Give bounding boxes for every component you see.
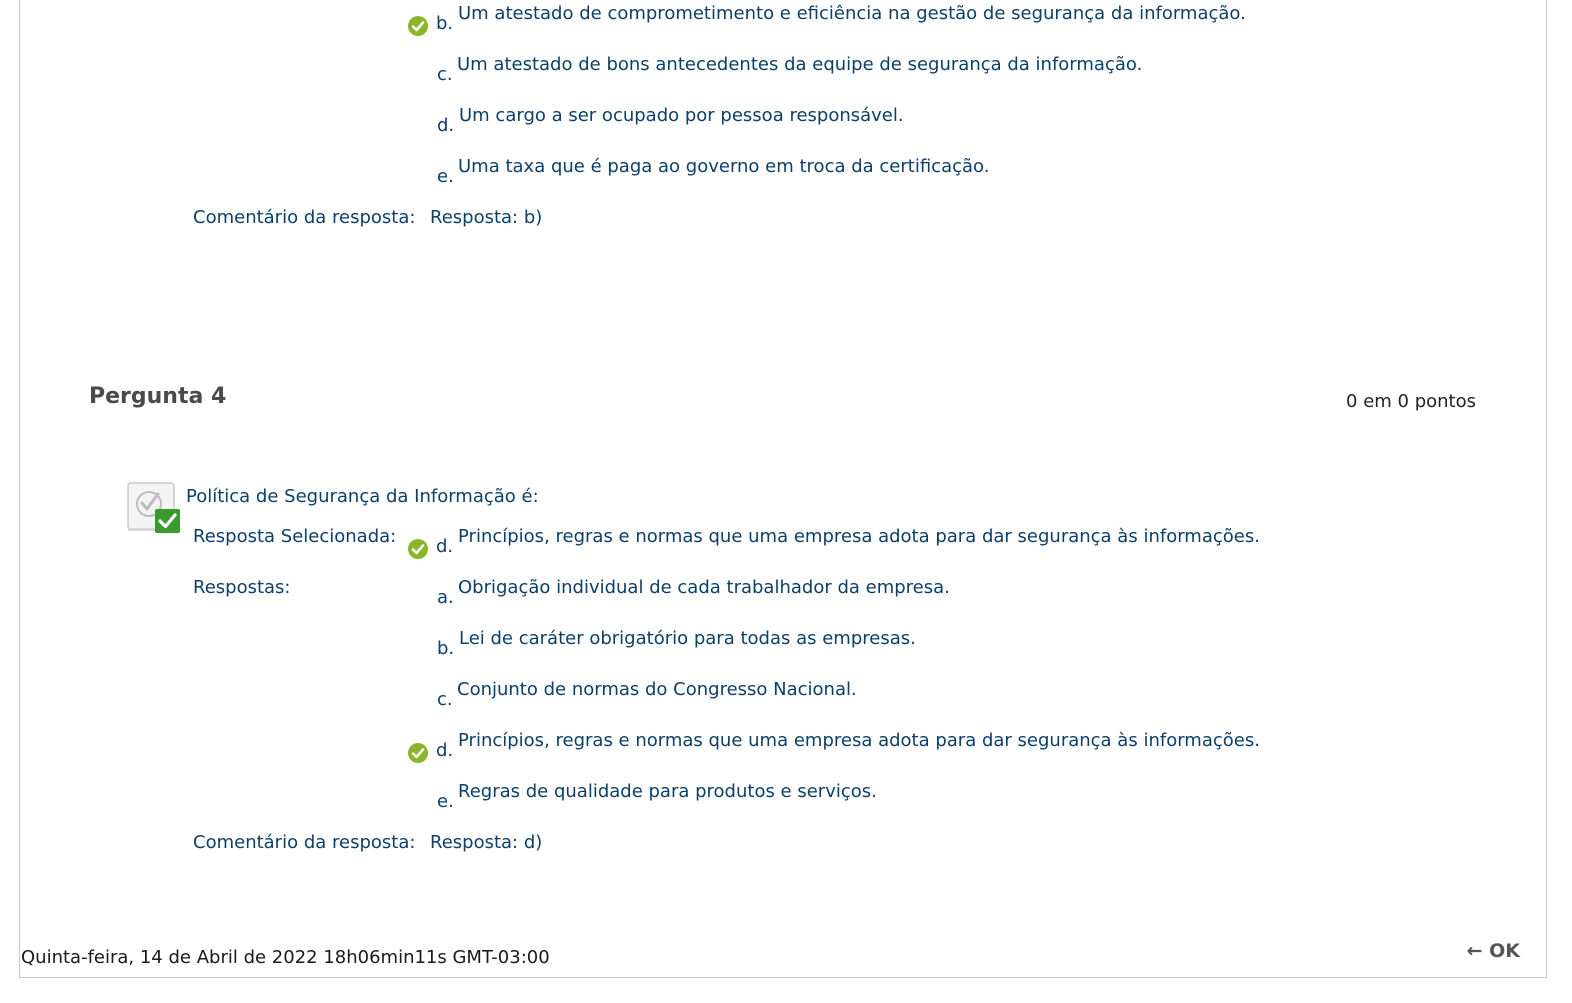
q3-comment-label: Comentário da resposta: <box>193 207 416 228</box>
q4-option-letter: a. <box>437 587 454 608</box>
q3-option-text: Uma taxa que é paga ao governo em troca da certificação. <box>458 156 990 177</box>
correct-check-icon <box>408 16 428 36</box>
q4-comment-label: Comentário da resposta: <box>193 832 416 853</box>
submission-timestamp: Quinta-feira, 14 de Abril de 2022 18h06min11s GMT-03:00 <box>21 947 550 968</box>
q4-option-letter: b. <box>437 638 455 659</box>
selected-answer-text: Princípios, regras e normas que uma empresa adota para dar segurança às informações. <box>458 526 1260 547</box>
selected-answer-label: Resposta Selecionada: <box>193 526 397 547</box>
q3-option-letter: c. <box>437 64 453 85</box>
q4-option-letter: d. <box>436 740 454 761</box>
q4-option-letter: e. <box>437 791 454 812</box>
q3-option-letter: e. <box>437 166 454 187</box>
q4-option-letter: c. <box>437 689 453 710</box>
q3-option-letter: b. <box>436 13 454 34</box>
q3-option-text: Um atestado de comprometimento e eficiência na gestão de segurança da informação. <box>458 3 1246 24</box>
question-title: Pergunta 4 <box>89 384 227 409</box>
ok-button[interactable]: ← OK <box>1466 940 1520 962</box>
q4-comment-value: Resposta: d) <box>430 832 543 853</box>
q3-option-text: Um cargo a ser ocupado por pessoa responsável. <box>459 105 904 126</box>
question-text: Política de Segurança da Informação é: <box>186 486 539 507</box>
q3-option-letter: d. <box>437 115 455 136</box>
q3-comment-value: Resposta: b) <box>430 207 543 228</box>
selected-answer-letter: d. <box>436 536 454 557</box>
correct-check-icon <box>408 743 428 763</box>
question-correct-icon <box>127 482 181 534</box>
q4-option-text: Regras de qualidade para produtos e serviços. <box>458 781 877 802</box>
correct-check-icon <box>408 539 428 559</box>
q4-option-text: Lei de caráter obrigatório para todas as empresas. <box>459 628 916 649</box>
answers-label: Respostas: <box>193 577 291 598</box>
q4-option-text: Princípios, regras e normas que uma empresa adota para dar segurança às informações. <box>458 730 1260 751</box>
q4-option-text: Conjunto de normas do Congresso Nacional. <box>457 679 857 700</box>
question-points: 0 em 0 pontos <box>1346 391 1476 412</box>
q3-option-text: Um atestado de bons antecedentes da equipe de segurança da informação. <box>457 54 1143 75</box>
q4-option-text: Obrigação individual de cada trabalhador da empresa. <box>458 577 950 598</box>
